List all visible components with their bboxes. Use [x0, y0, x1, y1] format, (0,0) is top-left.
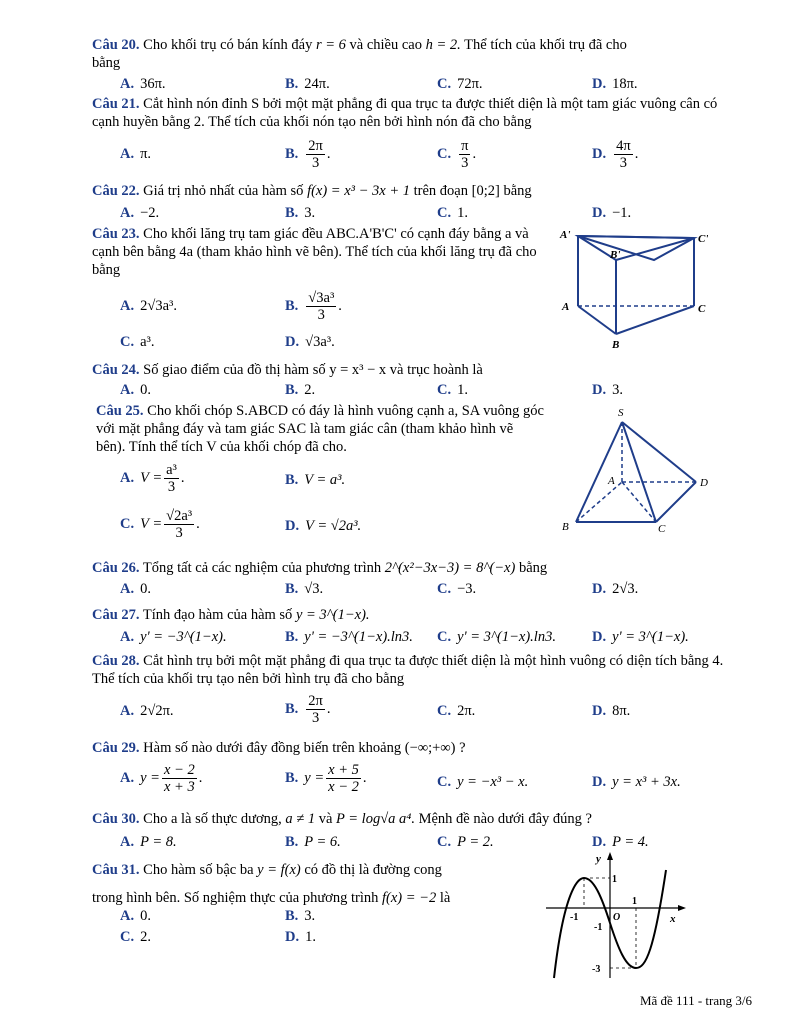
- option-b[interactable]: B. y' = −3^(1−x).ln3.: [285, 629, 413, 645]
- option-d[interactable]: D. 18π.: [592, 76, 638, 92]
- option-d[interactable]: D. 2√3.: [592, 581, 639, 597]
- option-a[interactable]: A. 36π.: [120, 76, 166, 92]
- option-a[interactable]: A. 2√3a³.: [120, 298, 177, 314]
- option-b[interactable]: B. y = $\frac{x + 5}{x - 2}$ .: [285, 762, 367, 795]
- option-d[interactable]: D. y' = 3^(1−x).: [592, 629, 689, 645]
- option-b[interactable]: B. $\frac{2\pi}{3}$ .: [285, 138, 331, 171]
- prism-figure: [558, 226, 708, 350]
- label-s: S: [618, 407, 624, 419]
- option-d[interactable]: D. $\frac{4\pi}{3}$ .: [592, 138, 639, 171]
- option-c[interactable]: C. y' = 3^(1−x).ln3.: [437, 629, 556, 645]
- label-a1: A': [560, 229, 571, 241]
- label-c: C: [658, 523, 666, 535]
- options-24: [0, 382, 792, 402]
- option-b[interactable]: B. V = a³.: [285, 472, 346, 488]
- page-footer: Mã đề 111 - trang 3/6: [639, 993, 752, 1008]
- question-number: Câu 21.: [92, 96, 140, 112]
- x-axis-label: x: [670, 913, 676, 925]
- option-c[interactable]: C. 1.: [437, 205, 468, 221]
- label-a: A: [608, 475, 615, 487]
- option-d[interactable]: D. V = √2a³.: [285, 518, 362, 534]
- y-axis-label: y: [596, 853, 601, 865]
- option-a[interactable]: A. 0.: [120, 581, 151, 597]
- question-24: Câu 24. Số giao điểm của đồ thị hàm số y = x³ − x và trục hoành là: [92, 362, 483, 378]
- option-b[interactable]: B. P = 6.: [285, 834, 341, 850]
- question-20: Câu 20. Cho khối trụ có bán kính đáy r = 6 và chiều cao h = 2. Thể tích của khối trụ đã cho bằng: [92, 37, 627, 71]
- question-26: Câu 26. Tổng tất cả các nghiệm của phương trình 2^(x²−3x−3) = 8^(−x) bằng: [92, 560, 548, 576]
- options-28: [0, 693, 792, 733]
- label-d: D: [700, 477, 708, 489]
- options-20: [0, 76, 792, 96]
- option-a[interactable]: A. π.: [120, 146, 152, 162]
- question-28: Câu 28. Cắt hình trụ bởi một mặt phẳng đi qua trục ta được thiết diện là một hình vuông có diện tích bằng 4. Thể tích của khối trụ tạo nên bởi hình trụ đã cho bằng: [92, 653, 724, 687]
- option-a[interactable]: A. −2.: [120, 205, 160, 221]
- tick-ym3: -3: [592, 964, 601, 975]
- option-d[interactable]: D. P = 4.: [592, 834, 649, 850]
- option-d[interactable]: D. −1.: [592, 205, 632, 221]
- question-30: Câu 30. Cho a là số thực dương, a ≠ 1 và P = log√a a⁴. Mệnh đề nào dưới đây đúng ?: [92, 811, 592, 827]
- option-d[interactable]: D. 8π.: [592, 703, 631, 719]
- option-a[interactable]: A. 0.: [120, 382, 151, 398]
- question-21: Câu 21. Cắt hình nón đỉnh S bởi một mặt phẳng đi qua trục ta được thiết diện là một tam giác vuông cân có cạnh huyền bằng 2. Thể tích của khối nón tạo nên bởi hình nón đã cho bằng: [92, 96, 718, 130]
- label-c: C: [698, 303, 706, 315]
- option-c[interactable]: C. 1.: [437, 382, 468, 398]
- options-29: [0, 762, 792, 802]
- option-a[interactable]: A. V = $\frac{\text{a³}}{3}$ .: [120, 462, 185, 495]
- option-d[interactable]: D. 3.: [592, 382, 623, 398]
- option-b[interactable]: B. $\frac{2\pi}{3}$ .: [285, 693, 331, 726]
- origin-label: O: [613, 912, 621, 923]
- option-b[interactable]: B. 2.: [285, 382, 316, 398]
- option-b[interactable]: B. √3.: [285, 581, 324, 597]
- tick-ym1: -1: [594, 922, 603, 933]
- tick-y1: 1: [612, 874, 617, 885]
- option-a[interactable]: A. y = $\frac{x - 2}{x + 3}$ .: [120, 762, 203, 795]
- option-c[interactable]: C. 2π.: [437, 703, 476, 719]
- label-c1: C': [698, 233, 708, 245]
- question-23: Câu 23. Cho khối lăng trụ tam giác đều ABC.A'B'C' có cạnh đáy bằng a và cạnh bên bằng 4a (tham khảo hình vẽ bên). Thể tích của khối lăng trụ đã cho bằng: [92, 226, 537, 278]
- question-31: Câu 31. Cho hàm số bậc ba y = f(x) có đồ thị là đường cong trong hình bên. Số nghiệm thực của phương trình f(x) = −2 là: [92, 862, 451, 906]
- option-d[interactable]: D. y = x³ + 3x.: [592, 774, 681, 790]
- option-c[interactable]: C. V = $\frac{\text{√2a³}}{3}$ .: [120, 508, 200, 541]
- option-a[interactable]: A. 2√2π.: [120, 703, 174, 719]
- question-27: Câu 27. Tính đạo hàm của hàm số y = 3^(1−x).: [92, 607, 370, 623]
- options-27: [0, 629, 792, 649]
- label-b1: B': [610, 249, 621, 261]
- question-29: Câu 29. Hàm số nào dưới đây đồng biến trên khoảng (−∞;+∞) ?: [92, 740, 466, 756]
- tick-xm1: -1: [570, 912, 579, 923]
- option-a[interactable]: A. y' = −3^(1−x).: [120, 629, 227, 645]
- option-c[interactable]: C. P = 2.: [437, 834, 494, 850]
- option-c[interactable]: C. −3.: [437, 581, 477, 597]
- option-b[interactable]: B. $\frac{\text{√3a³}}{3}$ .: [285, 290, 342, 323]
- option-d[interactable]: D. √3a³.: [285, 334, 335, 350]
- option-b[interactable]: B. 3.: [285, 908, 316, 924]
- question-22: Câu 22. Giá trị nhỏ nhất của hàm số f(x) = x³ − 3x + 1 trên đoạn [0;2] bằng: [92, 183, 532, 199]
- tick-x1: 1: [632, 896, 637, 907]
- question-number: Câu 20.: [92, 37, 140, 53]
- label-b: B: [612, 339, 620, 350]
- pyramid-figure: [560, 404, 720, 536]
- options-21: [0, 138, 792, 178]
- option-a[interactable]: A. P = 8.: [120, 834, 177, 850]
- label-a: A: [562, 301, 570, 313]
- option-a[interactable]: A. 0.: [120, 908, 151, 924]
- cubic-graph-figure: [540, 850, 690, 982]
- options-22: [0, 205, 792, 225]
- option-c[interactable]: C. 72π.: [437, 76, 483, 92]
- option-c[interactable]: C. y = −x³ − x.: [437, 774, 529, 790]
- option-b[interactable]: B. 3.: [285, 205, 316, 221]
- option-c[interactable]: C. 2.: [120, 929, 151, 945]
- label-b: B: [562, 521, 569, 533]
- option-c[interactable]: C. a³.: [120, 334, 155, 350]
- options-26: [0, 581, 792, 601]
- option-d[interactable]: D. 1.: [285, 929, 316, 945]
- option-c[interactable]: C. $\frac{\pi}{3}$ .: [437, 138, 477, 171]
- question-25: Câu 25. Cho khối chóp S.ABCD có đáy là hình vuông cạnh a, SA vuông góc với mặt phẳng đáy và tam giác SAC là tam giác cân (tham khảo hình vẽ bên). Tính thể tích V của khối chóp đã cho.: [96, 403, 544, 455]
- option-b[interactable]: B. 24π.: [285, 76, 330, 92]
